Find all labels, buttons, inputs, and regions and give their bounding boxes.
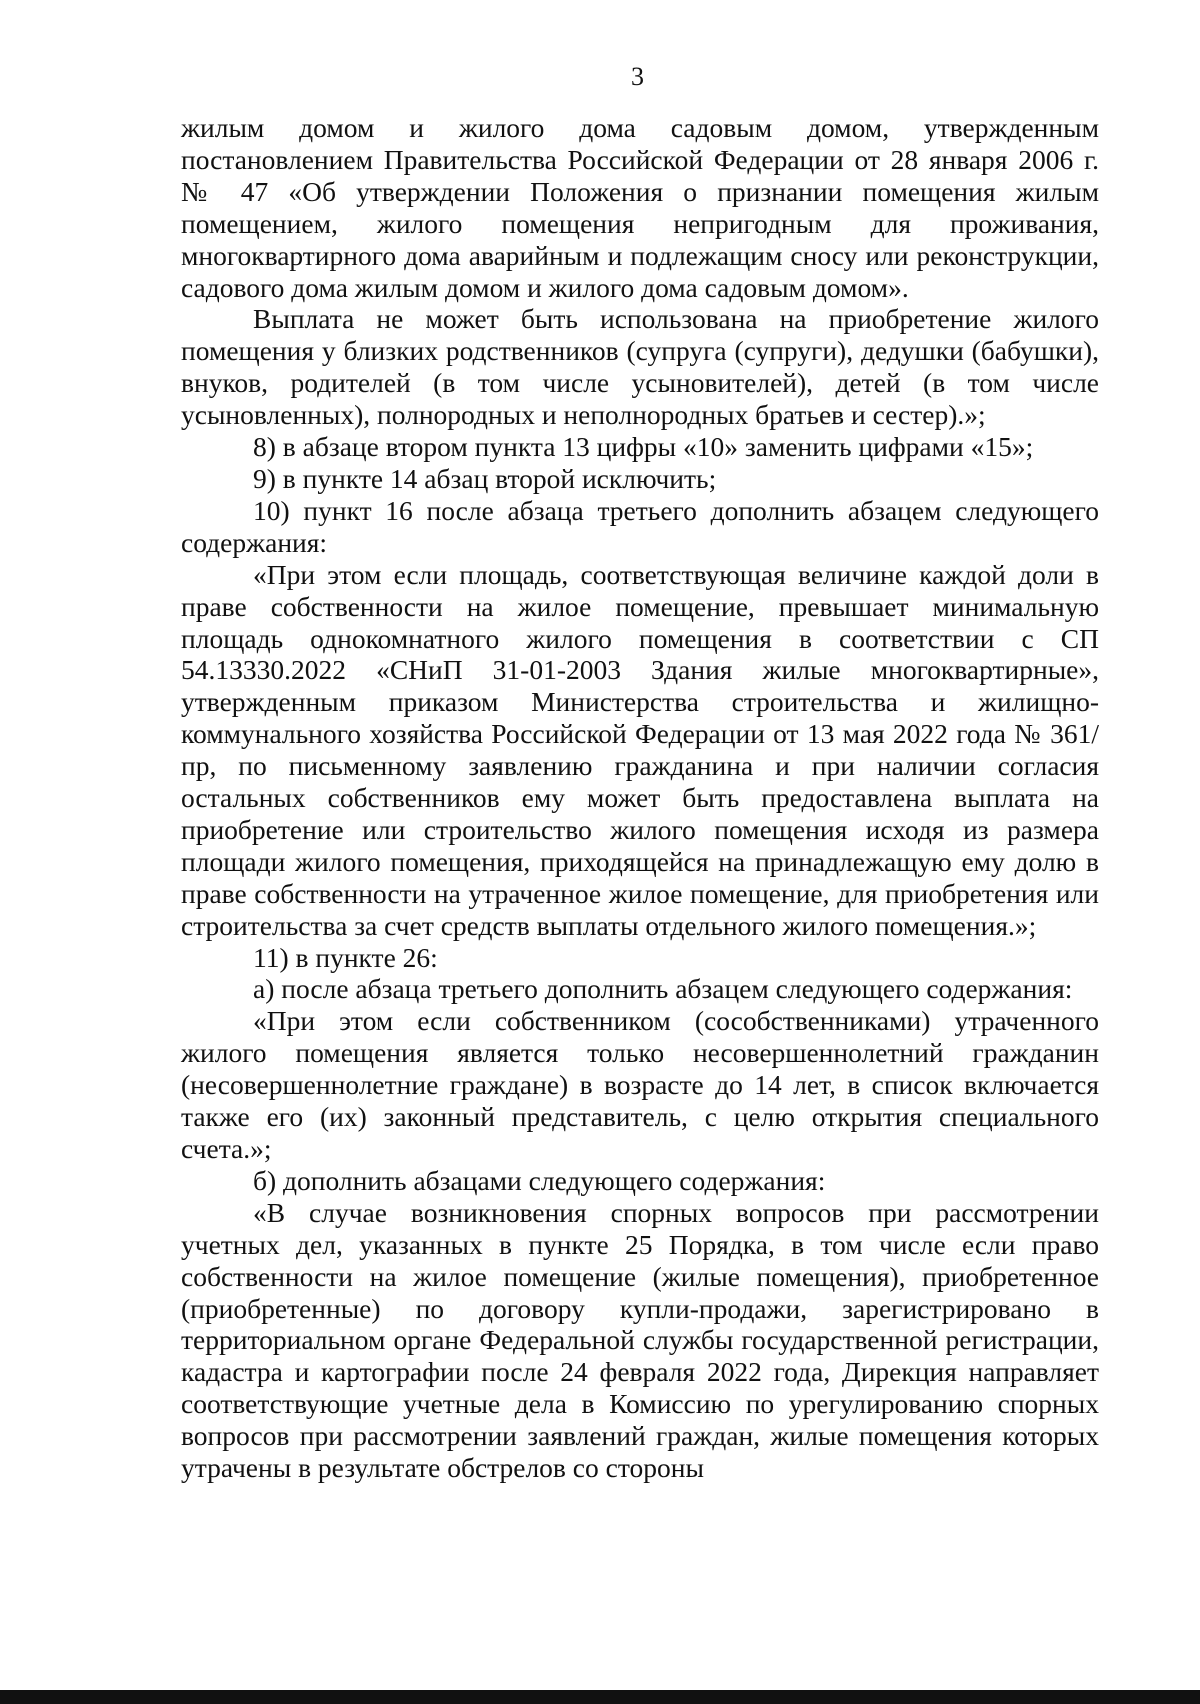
paragraph-payment-restriction: Выплата не может быть использована на приобретение жилого помещения у близких родственников (супруга (супруги), дедушки (бабушки), внуков, родителей (в том числе усыновителей), детей (в том числе усыновленных), полнородных и неполнородных братьев и сестер).»; [181, 303, 1099, 431]
scan-bottom-edge [0, 1690, 1200, 1704]
paragraph-item-11-a-content: «При этом если собственником (сособственниками) утраченного жилого помещения является только несовершеннолетний гражданин (несовершеннолетние граждане) в возрасте до 14 лет, в список включается также его (их) законный представитель, с целю открытия специального счета.»; [181, 1005, 1099, 1164]
paragraph-item-8: 8) в абзаце втором пункта 13 цифры «10» заменить цифрами «15»; [253, 431, 1034, 463]
paragraph-continuation: жилым домом и жилого дома садовым домом, утвержденным постановлением Правительства Российской Федерации от 28 января 2006 г. № 47 «Об утверждении Положения о признании помещения жилым помещением, жилого помещения непригодным для проживания, многоквартирного дома аварийным и подлежащим сносу или реконструкции, садового дома жилым домом и жилого дома садовым домом». [181, 112, 1099, 303]
page-number: 3 [631, 62, 644, 91]
paragraph-item-11-b-content: «В случае возникновения спорных вопросов при рассмотрении учетных дел, указанных в пункте 25 Порядка, в том числе если право собственности на жилое помещение (жилые помещения), приобретенное (приобретенные) по договору купли-продажи, зарегистрировано в территориальном органе Федеральной службы государственной регистрации, кадастра и картографии после 24 февраля 2022 года, Дирекция направляет соответствующие учетные дела в Комиссию по урегулированию спорных вопросов при рассмотрении заявлений граждан, жилые помещения которых утрачены в результате обстрелов со стороны [181, 1196, 1099, 1484]
paragraph-item-11: 11) в пункте 26: [253, 941, 438, 973]
document-body [181, 112, 1099, 1484]
paragraph-item-11-a: а) после абзаца третьего дополнить абзацем следующего содержания: [253, 973, 1073, 1005]
paragraph-item-9: 9) в пункте 14 абзац второй исключить; [253, 462, 717, 494]
paragraph-item-11-b: б) дополнить абзацами следующего содержания: [253, 1164, 826, 1196]
paragraph-item-10-content: «При этом если площадь, соответствующая величине каждой доли в праве собственности на жилое помещение, превышает минимальную площадь однокомнатного жилого помещения в соответствии с СП 54.13330.2022 «СНиП 31-01-2003 Здания жилые многоквартирные», утвержденным приказом Министерства строительства и жилищно-коммунального хозяйства Российской Федерации от 13 мая 2022 года № 361/пр, по письменному заявлению гражданина и при наличии согласия остальных собственников ему может быть предоставлена выплата на приобретение или строительство жилого помещения исходя из размера площади жилого помещения, приходящейся на принадлежащую ему долю в праве собственности на утраченное жилое помещение, для приобретения или строительства за счет средств выплаты отдельного жилого помещения.»; [181, 558, 1099, 941]
paragraph-item-10: 10) пункт 16 после абзаца третьего дополнить абзацем следующего содержания: [181, 494, 1099, 558]
